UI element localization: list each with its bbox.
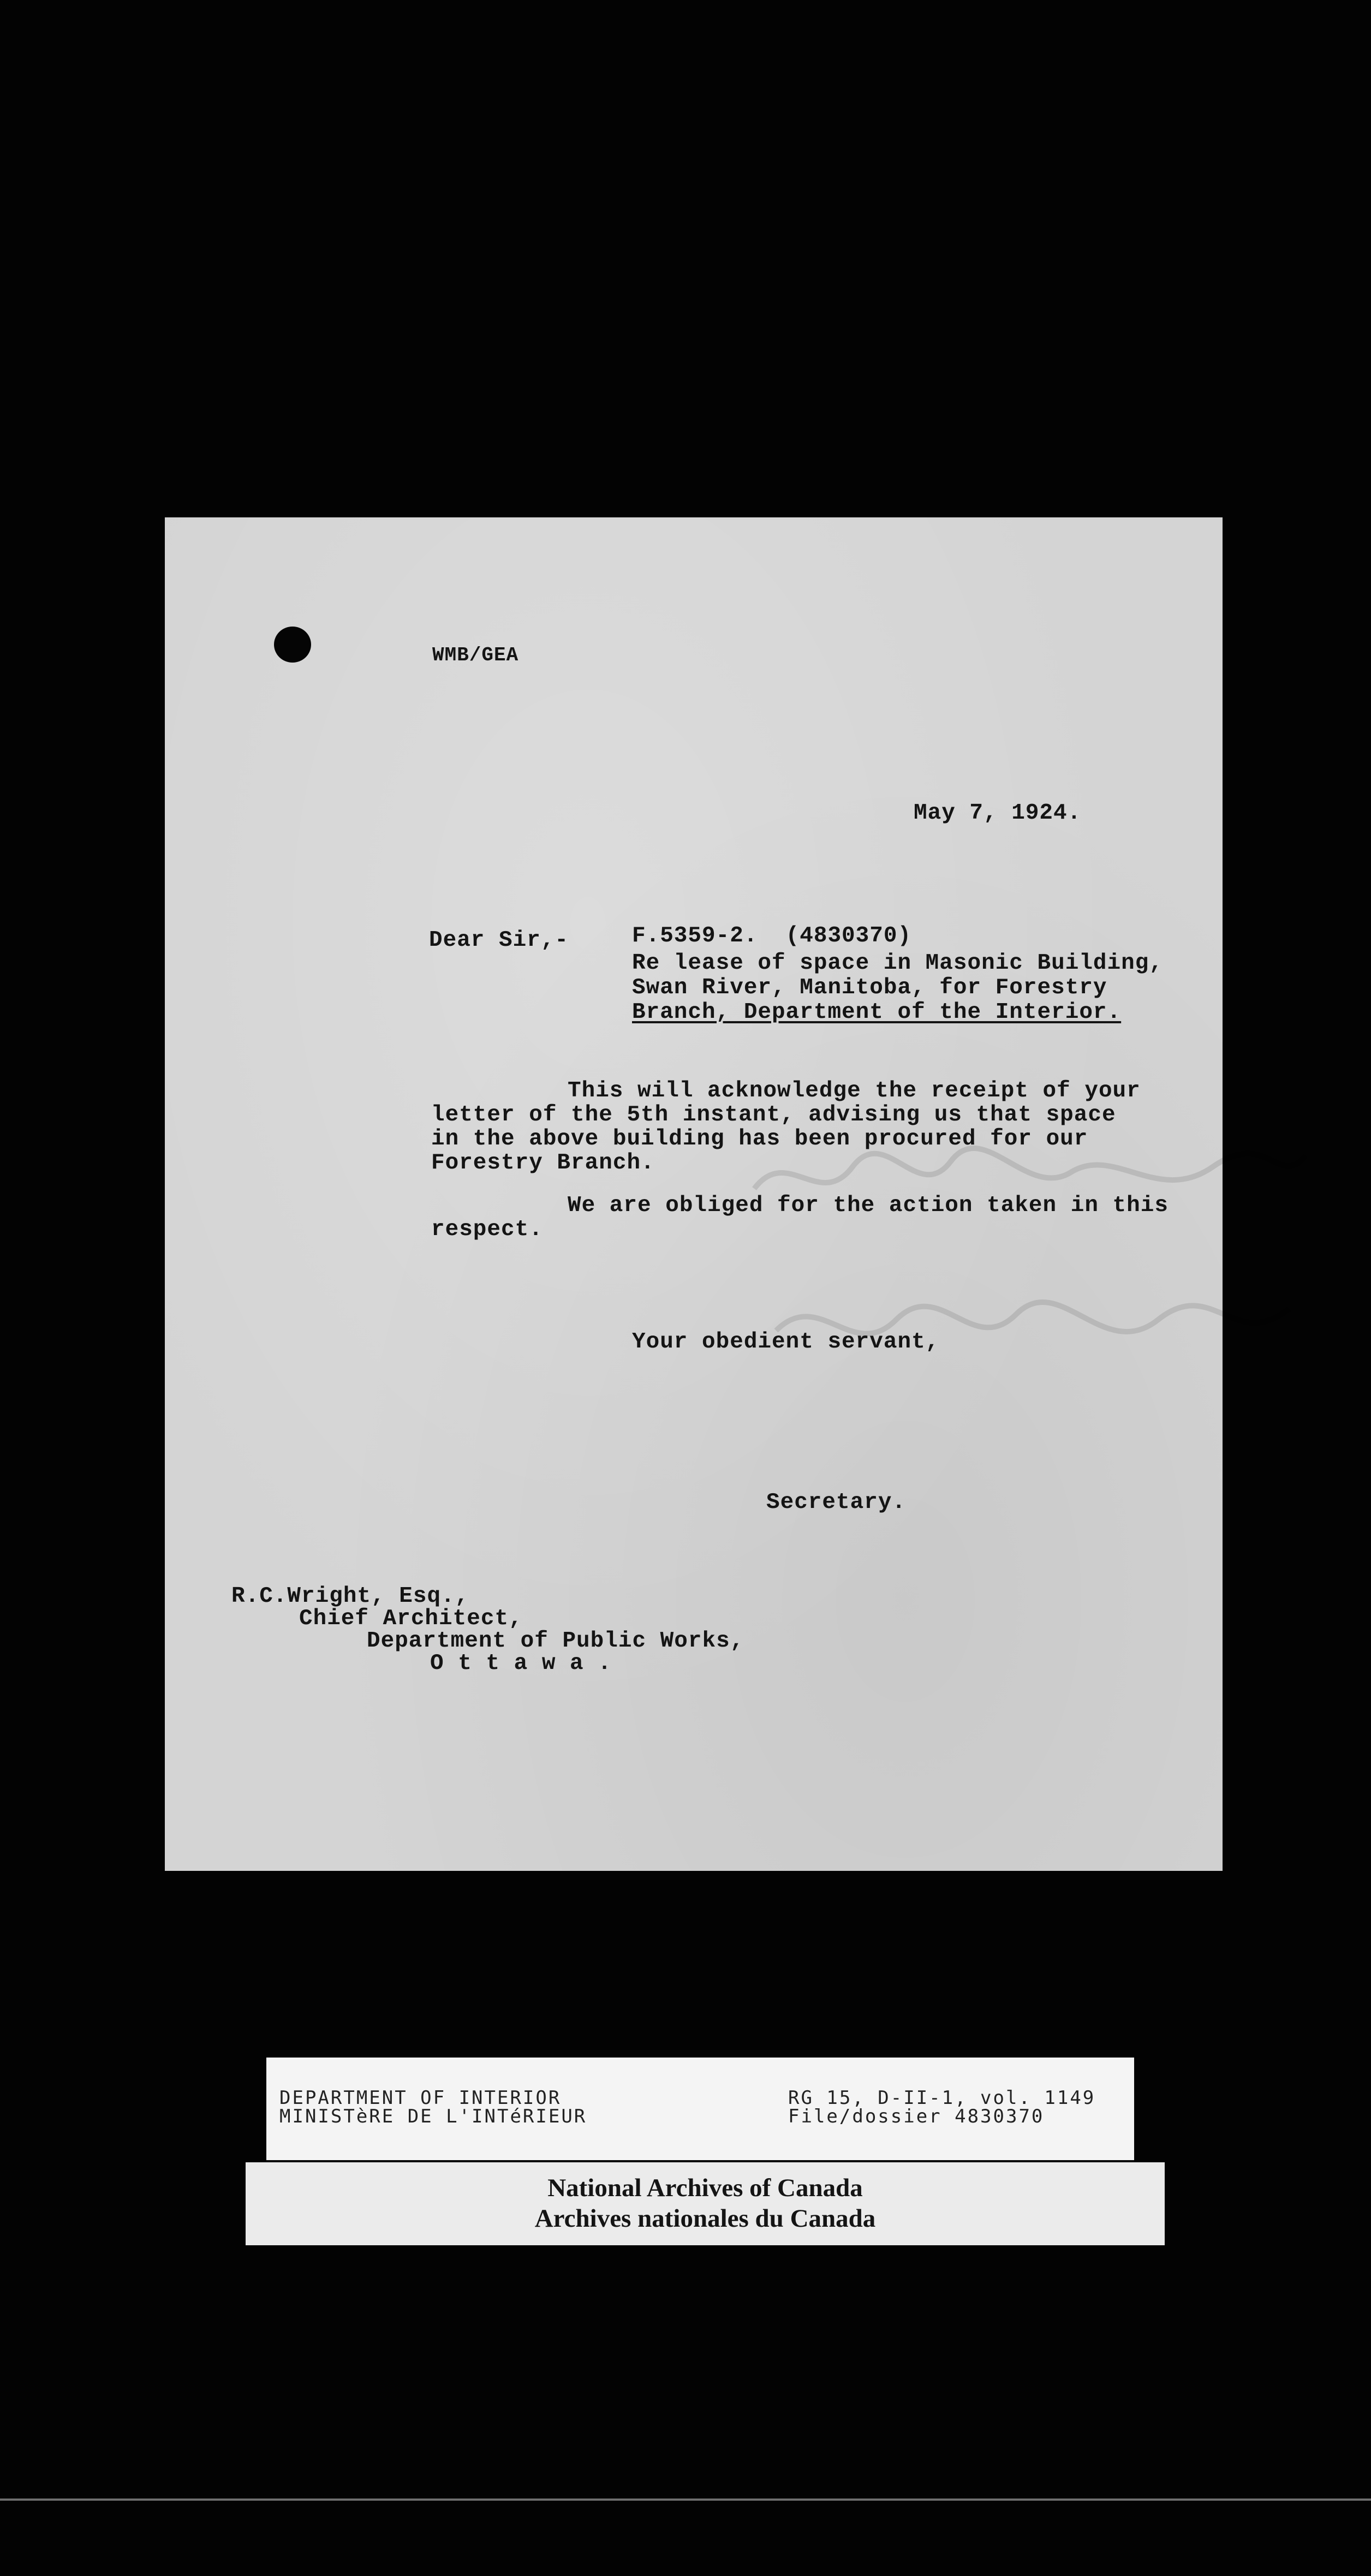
film-frame-edge	[0, 2499, 1371, 2501]
salutation: Dear Sir,-	[429, 928, 569, 953]
subject-file-number: F.5359-2. (4830370)	[632, 923, 912, 949]
body-line: Forestry Branch.	[431, 1150, 655, 1176]
reference-initials: WMB/GEA	[432, 644, 519, 666]
body-line: in the above building has been procured for our	[431, 1126, 1088, 1152]
faded-handwriting-watermark	[743, 1123, 1311, 1429]
signature-title: Secretary.	[766, 1490, 907, 1515]
closing: Your obedient servant,	[632, 1329, 940, 1355]
department-english: DEPARTMENT OF INTERIOR	[279, 2087, 562, 2109]
body-line: letter of the 5th instant, advising us that space	[431, 1102, 1116, 1128]
addressee-department: Department of Public Works,	[367, 1629, 744, 1654]
addressee-city: O t t a w a .	[430, 1651, 612, 1676]
record-group-reference: RG 15, D-II-1, vol. 1149	[788, 2087, 1096, 2109]
addressee-name: R.C.Wright, Esq.,	[231, 1584, 469, 1609]
body-line: respect.	[431, 1217, 543, 1242]
body-line: We are obliged for the action taken in this	[568, 1193, 1169, 1218]
archives-name-label	[246, 2162, 1165, 2245]
department-french: MINISTèRE DE L'INTéRIEUR	[279, 2106, 587, 2127]
subject-line: Swan River, Manitoba, for Forestry	[632, 975, 1107, 1000]
subject-line: Re lease of space in Masonic Building,	[632, 951, 1163, 976]
archives-name-french: Archives nationales du Canada	[534, 2204, 876, 2233]
punch-hole	[274, 627, 311, 663]
archive-reference-label	[266, 2058, 1134, 2160]
addressee-title: Chief Architect,	[299, 1606, 523, 1631]
letter-date: May 7, 1924.	[914, 801, 1082, 826]
file-number: File/dossier 4830370	[788, 2106, 1045, 2127]
subject-line-underlined: Branch, Department of the Interior.	[632, 1000, 1122, 1025]
archives-name-english: National Archives of Canada	[547, 2174, 863, 2202]
body-line: This will acknowledge the receipt of your	[568, 1078, 1141, 1104]
